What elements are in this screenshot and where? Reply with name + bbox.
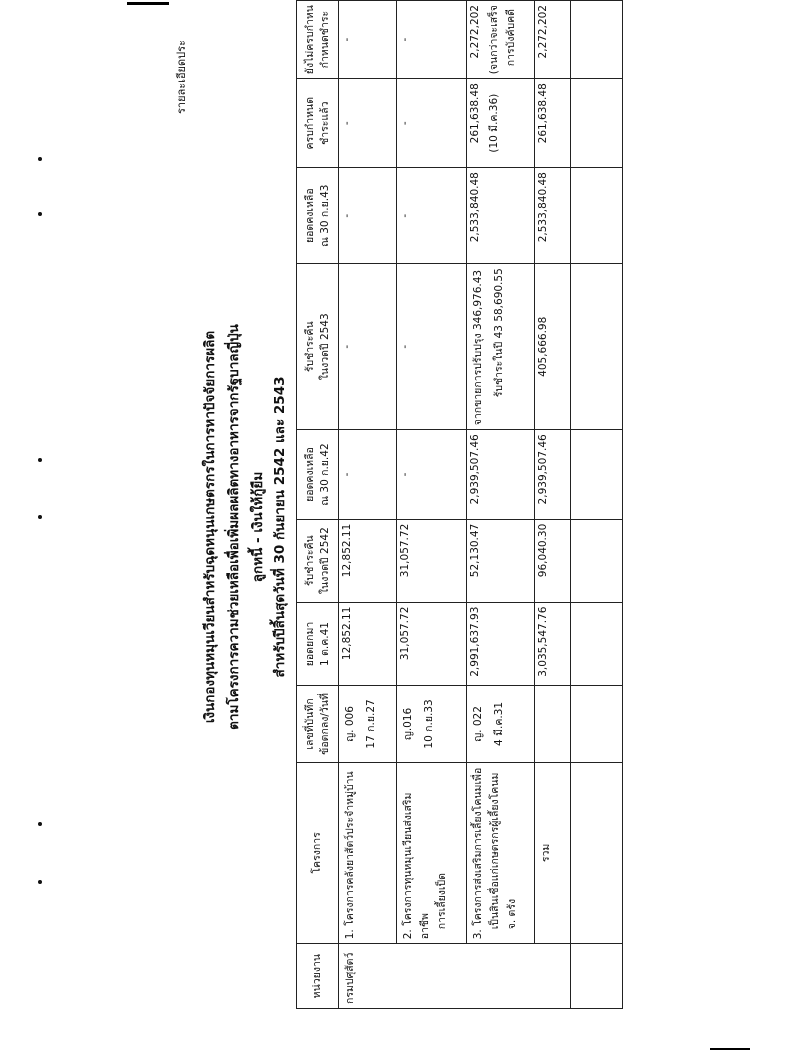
due-cell: -	[397, 79, 467, 168]
header-line-3: ลูกหนี้ - เงินให้กู้ยืม	[250, 471, 266, 583]
bf-cell: 31,057.72	[397, 602, 467, 686]
total-label-cell: รวม	[535, 762, 571, 944]
rep43-cell: -	[397, 264, 467, 430]
header-line-1: เงินกองทุนหมุนเวียนสำหรับฉุดหนุนเกษตรกรในการหาปัจจัยการผลิต	[202, 330, 218, 724]
bal42-cell: -	[397, 430, 467, 519]
total-bal42-cell: 2,939,507.46	[535, 430, 571, 519]
bf-cell: 12,852.11	[339, 602, 397, 686]
notdue-cell: -	[339, 1, 397, 79]
total-row	[535, 1, 571, 1009]
table-row	[467, 1, 535, 1009]
header-line-2: ตามโครงการความช่วยเหลือเพื่อเพิ่มผลผลิตทางอาหารจากรัฐบาลญี่ปุ่น	[226, 324, 242, 730]
total-notdue-cell: 2,272,202	[535, 1, 571, 79]
bal43-cell: -	[339, 168, 397, 264]
project-cell: 1. โครงการคลังยาสัตว์ประจำหมู่บ้าน	[339, 762, 397, 944]
total-rep43-cell: 405,666.98	[535, 264, 571, 430]
col-agency: หน่วยงาน	[297, 944, 339, 1009]
rep43-cell: จากขายการปรับปรุง 346,976.43 รับชำระในปี 43 58,690.55	[467, 264, 535, 430]
total-bal43-cell: 2,533,840.48	[535, 168, 571, 264]
col-balance-2543: ยอดคงเหลือ ณ 30 ก.ย.43	[297, 168, 339, 264]
bf-cell: 2,991,637.93	[467, 602, 535, 686]
table-row	[397, 1, 467, 1009]
rep42-cell: 12,852.11	[339, 519, 397, 602]
total-contract-cell	[535, 686, 571, 762]
contract-cell: ญ. 006 17 ก.ย.27	[339, 686, 397, 762]
ledger-table	[296, 0, 623, 1009]
blank-row	[571, 1, 623, 1009]
col-repaid-2542: รับชำระคืน ในงวดปี 2542	[297, 519, 339, 602]
col-not-due: ยังไม่ครบกำหน กำหนดชำระ	[297, 1, 339, 79]
bal42-cell: 2,939,507.46	[467, 430, 535, 519]
col-repaid-2543: รับชำระคืน ในงวดปี 2543	[297, 264, 339, 430]
header-line-4: สำหรับปีสิ้นสุดวันที่ 30 กันยายน 2542 และ 2543	[272, 376, 288, 678]
project-cell: 2. โครงการทุนหมุนเวียนส่งเสริมอาชีพ การเลี้ยงเป็ด	[397, 762, 467, 944]
project-cell: 3. โครงการส่งเสริมการเลี้ยงโคนมเพื่อ เป็นสินเชื่อแก่เกษตรกรผู้เลี้ยงโคนม จ. ตรัง	[467, 762, 535, 944]
col-contract: เลขที่บันทึก ข้อตกลง/วันที่	[297, 686, 339, 762]
notdue-cell: -	[397, 1, 467, 79]
agency-cell: กรมปศุสัตว์	[339, 944, 571, 1009]
contract-cell: ญ. 022 4 มี.ค.31	[467, 686, 535, 762]
table-header-row	[297, 1, 339, 1009]
due-cell: -	[339, 79, 397, 168]
due-cell: 261,638.48 (10 มี.ค.36)	[467, 79, 535, 168]
col-due-paid: ครบกำหนด ชำระแล้ว	[297, 79, 339, 168]
bal43-cell: 2,533,840.48	[467, 168, 535, 264]
rep43-cell: -	[339, 264, 397, 430]
total-due-cell: 261,638.48	[535, 79, 571, 168]
col-balance-2542: ยอดคงเหลือ ณ 30 ก.ย.42	[297, 430, 339, 519]
col-project: โครงการ	[297, 762, 339, 944]
notdue-cell: 2,272,202 (จนกว่าจะเสร็จ การบังคับคดี	[467, 1, 535, 79]
table-row	[339, 1, 397, 1009]
contract-cell: ญ.016 10 ก.ย.33	[397, 686, 467, 762]
rep42-cell: 52,130.47	[467, 519, 535, 602]
bal43-cell: -	[397, 168, 467, 264]
total-rep42-cell: 96,040.30	[535, 519, 571, 602]
total-bf-cell: 3,035,547.76	[535, 602, 571, 686]
bal42-cell: -	[339, 430, 397, 519]
col-brought-forward: ยอดยกมา 1 ต.ค.41	[297, 602, 339, 686]
rep42-cell: 31,057.72	[397, 519, 467, 602]
side-note: รายละเอียดประ	[175, 40, 188, 114]
